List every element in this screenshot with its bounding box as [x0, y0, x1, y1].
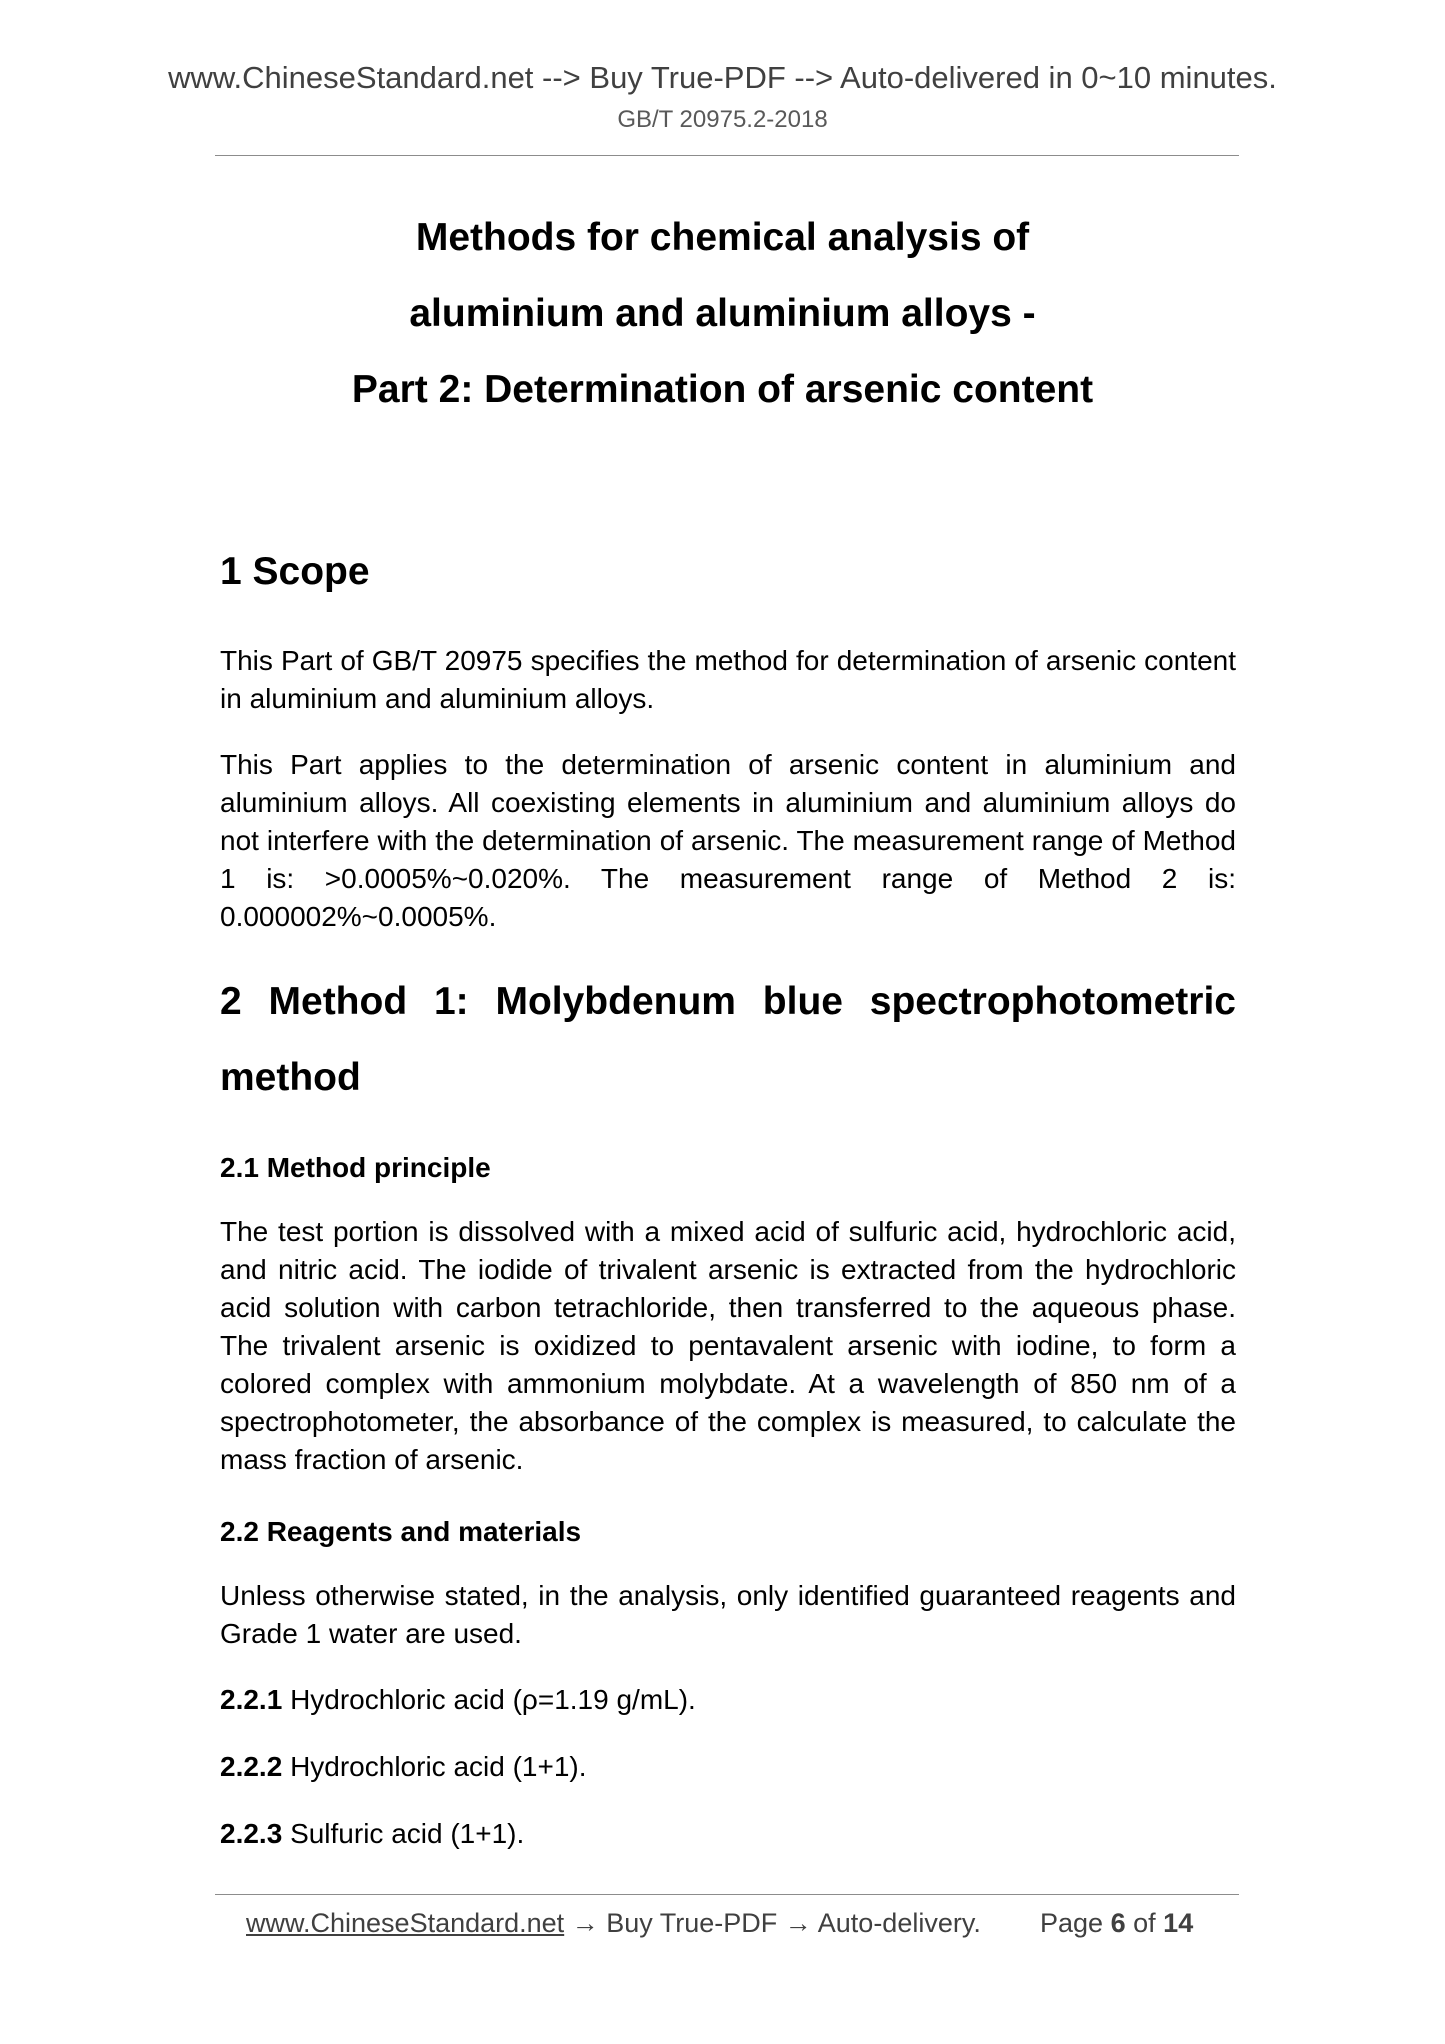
footer-links — [246, 1908, 981, 1939]
page-indicator — [1040, 1908, 1193, 1939]
reagent-item-text: Hydrochloric acid (ρ=1.19 g/mL). — [290, 1684, 696, 1715]
section-2-heading-word: spectrophotometric — [869, 980, 1236, 1023]
reagent-item-number: 2.2.2 — [220, 1751, 283, 1782]
section-2-heading — [220, 980, 1236, 1024]
section-2-heading-word: 1: — [433, 980, 469, 1023]
footer-site-link[interactable]: www.ChineseStandard.net — [246, 1908, 565, 1938]
scope-paragraph-2: This Part applies to the determination of arsenic content in aluminium and aluminium alloys. All coexisting elements in aluminium and aluminium alloys do not interfere with the determination of arsenic. The measurement range of Method 1 is: >0.0005%~0.020%. The measurement range of Method 2 is: 0.000002%~0.0005%. — [220, 749, 1236, 932]
page-total: 14 — [1163, 1908, 1194, 1938]
subsection-2-2-heading: 2.2 Reagents and materials — [220, 1516, 582, 1547]
section-2-heading-word: Molybdenum — [495, 980, 736, 1023]
scope-paragraph-1: This Part of GB/T 20975 specifies the method for determination of arsenic content in aluminium and aluminium alloys. — [220, 645, 1236, 714]
footer-divider — [215, 1894, 1239, 1895]
footer-buy-text: → Buy True-PDF — [571, 1908, 778, 1938]
section-1-heading: 1 Scope — [220, 550, 370, 593]
page-label: Page — [1040, 1908, 1104, 1938]
reagent-item — [220, 1681, 1236, 1719]
reagent-item-number: 2.2.1 — [220, 1684, 283, 1715]
doc-title-line-2: aluminium and aluminium alloys - — [409, 292, 1036, 335]
reagent-item-number: 2.2.3 — [220, 1818, 283, 1849]
section-2-heading-word: blue — [762, 980, 843, 1023]
reagent-item-text: Sulfuric acid (1+1). — [290, 1818, 525, 1849]
header-banner: www.ChineseStandard.net --> Buy True-PDF --> Auto-delivered in 0~10 minutes. — [168, 60, 1277, 95]
reagents-paragraph: Unless otherwise stated, in the analysis, only identified guaranteed reagents and Grade 1 water are used. — [220, 1580, 1236, 1649]
method-principle-paragraph: The test portion is dissolved with a mixed acid of sulfuric acid, hydrochloric acid, and nitric acid. The iodide of trivalent arsenic is extracted from the hydrochloric acid solution with carbon tetrachloride, then transferred to the aqueous phase. The trivalent arsenic is oxidized to pentavalent arsenic with iodine, to form a colored complex with ammonium molybdate. At a wavelength of 850 nm of a spectrophotometer, the absorbance of the complex is measured, to calculate the mass fraction of arsenic. — [220, 1216, 1236, 1475]
section-2-heading-word: 2 — [220, 980, 242, 1023]
subsection-2-1-heading: 2.1 Method principle — [220, 1152, 491, 1183]
standard-code: GB/T 20975.2-2018 — [617, 106, 828, 133]
header-divider — [215, 155, 1239, 156]
doc-title-line-1: Methods for chemical analysis of — [415, 216, 1030, 259]
reagent-item — [220, 1748, 1236, 1786]
reagent-item-text: Hydrochloric acid (1+1). — [290, 1751, 587, 1782]
footer-delivery-text: → Auto-delivery. — [784, 1908, 981, 1938]
section-2-heading-word: Method — [268, 980, 408, 1023]
doc-title-line-3: Part 2: Determination of arsenic content — [351, 368, 1094, 411]
reagent-item — [220, 1815, 1236, 1853]
page-current: 6 — [1110, 1908, 1126, 1938]
section-2-heading-line-2: method — [220, 1056, 361, 1099]
page-of: of — [1133, 1908, 1156, 1938]
